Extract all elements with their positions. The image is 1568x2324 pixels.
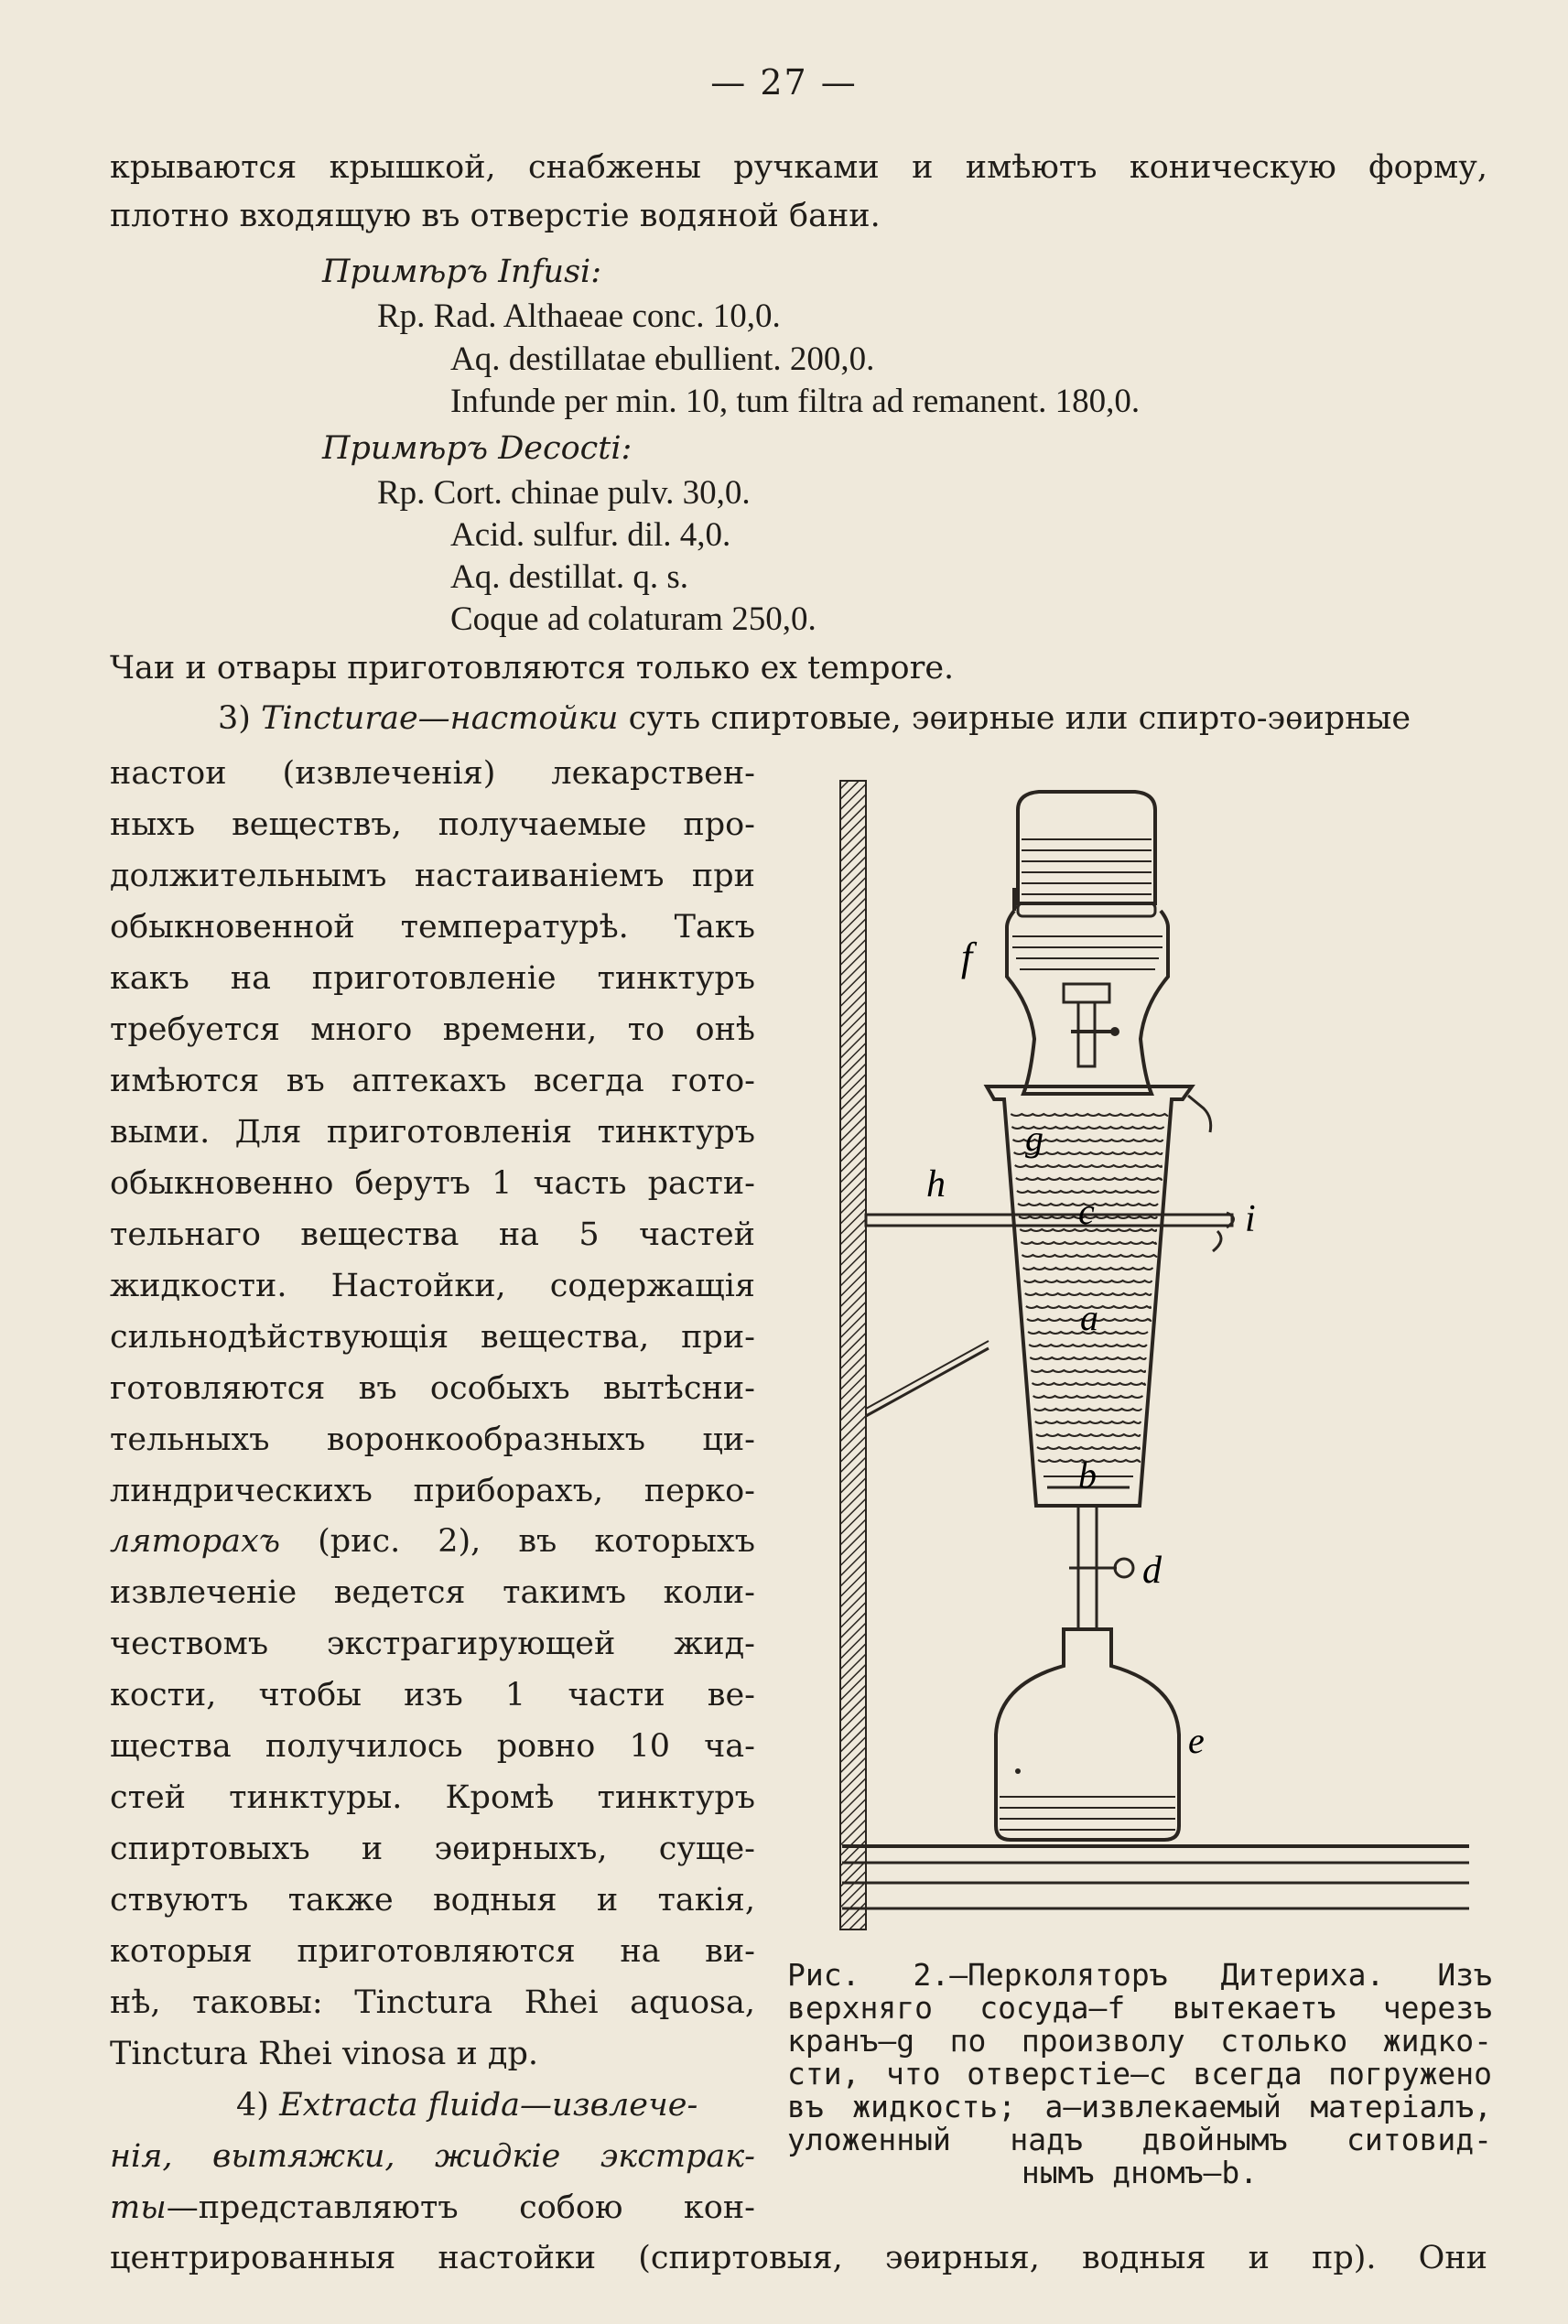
percolator-illustration xyxy=(824,773,1483,1945)
caption-line: нымъ дномъ—b. xyxy=(1021,2155,1259,2190)
outlet-tube xyxy=(1078,1002,1095,1066)
caption-line: Рис. 2.—Перколяторъ Дитериха. Изъ xyxy=(787,1957,1492,1993)
section3-line: чествомъ экстрагирующей жид- xyxy=(110,1626,755,1662)
label-e: e xyxy=(1188,1720,1205,1761)
recipe-line: Aq. destillat. q. s. xyxy=(450,558,689,596)
intro-line-2: плотно входящую въ отверстіе водяной бани. xyxy=(110,198,881,234)
caption-line: сти, что отверстіе—c всегда погружено xyxy=(787,2056,1492,2092)
recipe-line: Rp. Rad. Althaeae conc. 10,0. xyxy=(377,297,781,335)
material-wave xyxy=(1025,1293,1152,1295)
section-term: Tincturae—настойки xyxy=(261,700,619,737)
bottle-liquid xyxy=(1000,1797,1175,1830)
intro-line-1: крываются крышкой, снабжены ручками и имѣютъ коническую форму, xyxy=(110,149,1487,186)
section3-line: нѣ, таковы: Tinctura Rhei aquosa, xyxy=(110,1984,755,2021)
caption-line: верхняго сосуда—f вытекаетъ черезъ xyxy=(787,1990,1492,2026)
section3-line xyxy=(110,1465,755,1517)
material-wave xyxy=(1032,1383,1145,1385)
section3-line: стей тинктуры. Кромѣ тинктуръ xyxy=(110,1779,755,1816)
percolator-material xyxy=(1011,1114,1167,1462)
label-d: d xyxy=(1142,1550,1162,1592)
caption-line: уложенный надъ двойнымъ ситовид- xyxy=(787,2122,1492,2157)
label-f: f xyxy=(961,935,973,979)
recipe-line: Aq. destillatae ebullient. 200,0. xyxy=(450,340,875,378)
material-wave xyxy=(1036,1434,1140,1436)
material-wave xyxy=(1024,1281,1152,1282)
material-wave xyxy=(1023,1268,1153,1270)
example-infusi-heading: Примѣръ Infusi: xyxy=(322,254,602,290)
section3-line: какъ на приготовленіе тинктуръ xyxy=(110,960,755,997)
section-term: Extracta fluida—извлече- xyxy=(279,2087,698,2124)
section3-line: готовляются въ особыхъ вытѣсни- xyxy=(110,1370,755,1407)
percolator-cone xyxy=(987,1086,1192,1506)
italic-term: ляторахъ xyxy=(110,1523,281,1560)
example-decocti-heading: Примѣръ Decocti: xyxy=(322,430,633,467)
material-wave xyxy=(1031,1370,1145,1372)
section3-line: тельныхъ воронкообразныхъ ци- xyxy=(110,1421,755,1458)
section3-line: извлеченіе ведется такимъ коли- xyxy=(110,1574,755,1611)
recipe-line: Rp. Cort. chinae pulv. 30,0. xyxy=(377,474,751,512)
caption-line: въ жидкость; a—извлекаемый матеріалъ, xyxy=(787,2089,1492,2124)
label-g: g xyxy=(1025,1118,1044,1159)
recipe-line: Coque ad colaturam 250,0. xyxy=(450,600,816,638)
section3-line: обыкновенно берутъ 1 часть расти- xyxy=(110,1165,755,1202)
bottle-mark xyxy=(1015,1768,1021,1774)
support-arm xyxy=(866,1215,1232,1226)
section3-line xyxy=(110,1516,755,1567)
section3-line: тельнаго вещества на 5 частей xyxy=(110,1216,755,1253)
section3-line: сильнодѣйствующія вещества, при- xyxy=(110,1319,755,1356)
material-wave xyxy=(1029,1345,1147,1346)
caption-line: кранъ—g по произволу столько жидко- xyxy=(787,2023,1492,2059)
line-text: (рис. 2), въ которыхъ xyxy=(280,1523,755,1560)
support-strut xyxy=(866,1348,989,1416)
holder-rim xyxy=(1018,903,1155,916)
section3-line: спиртовыхъ и эѳирныхъ, суще- xyxy=(110,1831,755,1867)
section3-line: кости, чтобы изъ 1 части ве- xyxy=(110,1677,755,1713)
line-text: —представляютъ собою кон- xyxy=(166,2189,755,2226)
section-number: 3) xyxy=(218,700,262,737)
page-number: — 27 — xyxy=(710,62,858,103)
section3-line: которыя приготовляются на ви- xyxy=(110,1933,755,1970)
label-a: a xyxy=(1080,1297,1098,1338)
section4-line-2: нія, вытяжки, жидкіе экстрак- xyxy=(110,2138,755,2175)
material-wave xyxy=(1037,1447,1140,1449)
section4-line-3 xyxy=(110,2182,755,2233)
figure-caption xyxy=(787,1959,1492,2189)
line-text: линдрическихъ приборахъ, перко- xyxy=(110,1473,755,1509)
section3-line: Tinctura Rhei vinosa и др. xyxy=(110,2036,539,2072)
section3-line: выми. Для приготовленія тинктуръ xyxy=(110,1114,755,1151)
material-wave xyxy=(1016,1178,1162,1180)
material-wave xyxy=(1035,1421,1141,1423)
section3-line: ствуютъ также водныя и такія, xyxy=(110,1882,755,1919)
section3-line: требуется много времени, то онѣ xyxy=(110,1011,755,1048)
label-b: b xyxy=(1078,1454,1097,1496)
material-wave xyxy=(1021,1242,1156,1244)
arm-clamp xyxy=(1213,1213,1234,1251)
section-number: 4) xyxy=(236,2087,280,2124)
label-h: h xyxy=(926,1163,946,1205)
stopper xyxy=(1064,984,1109,1002)
material-wave xyxy=(1011,1114,1167,1116)
section-text: суть спиртовые, эѳирные или спирто-эѳирные xyxy=(618,700,1411,737)
material-wave xyxy=(1022,1255,1156,1257)
tap-d-knob xyxy=(1115,1559,1133,1577)
material-wave xyxy=(1015,1165,1162,1167)
section3-line: имѣются въ аптекахъ всегда гото- xyxy=(110,1063,755,1099)
section4-last-line: центрированныя настойки (спиртовыя, эѳирныя, водныя и пр). Они xyxy=(110,2240,1487,2276)
section3-first-line xyxy=(218,697,1487,740)
section3-line: обыкновенной температурѣ. Такъ xyxy=(110,909,755,946)
recipe-line: Acid. sulfur. dil. 4,0. xyxy=(450,516,731,554)
section3-line: щества получилось ровно 10 ча- xyxy=(110,1728,755,1765)
section4-first-line xyxy=(236,2080,755,2131)
wall-stand xyxy=(840,781,866,1929)
tap-knob xyxy=(1110,1027,1119,1036)
section3-line: должительнымъ настаиваніемъ при xyxy=(110,858,755,894)
material-wave xyxy=(1034,1409,1142,1411)
upper-funnel-holder xyxy=(1007,888,1168,1094)
label-i: i xyxy=(1245,1198,1256,1240)
italic-term: ты xyxy=(110,2189,167,2226)
reservoir-f xyxy=(1018,792,1155,903)
overflow-spout xyxy=(1188,1096,1211,1132)
section3-line: настои (извлеченія) лекарствен- xyxy=(110,755,755,792)
material-wave xyxy=(1033,1396,1143,1398)
section3-line: жидкости. Настойки, содержащія xyxy=(110,1268,755,1304)
support-strut xyxy=(866,1341,989,1409)
note-line: Чаи и отвары приготовляются только ex tempore. xyxy=(110,650,955,686)
recipe-line: Infunde per min. 10, tum filtra ad remanent. 180,0. xyxy=(450,383,1141,420)
material-wave xyxy=(1030,1357,1146,1359)
label-c: c xyxy=(1078,1191,1095,1232)
section3-line: ныхъ веществъ, получаемые про- xyxy=(110,806,755,843)
